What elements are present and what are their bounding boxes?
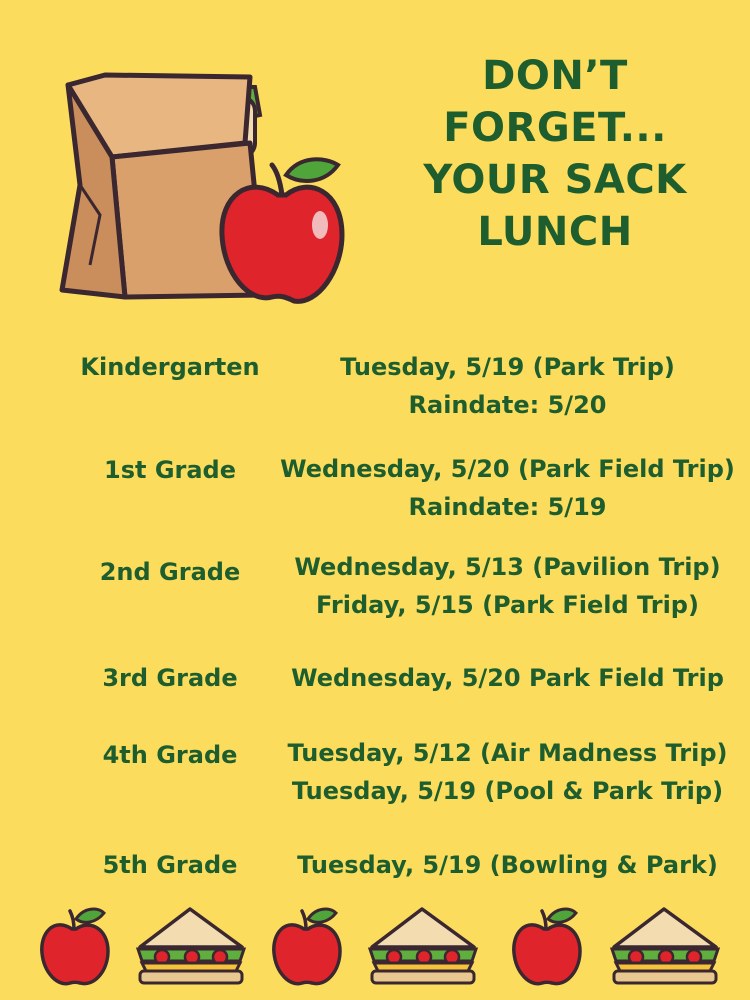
trip-line: Friday, 5/15 (Park Field Trip) bbox=[316, 591, 699, 619]
trip-line: Raindate: 5/20 bbox=[408, 391, 607, 419]
grade-label: 3rd Grade bbox=[102, 664, 238, 692]
apple-icon bbox=[38, 903, 110, 987]
poster-title bbox=[395, 50, 715, 258]
trip-line: Tuesday, 5/19 (Bowling & Park) bbox=[297, 851, 718, 879]
trip-line: Wednesday, 5/20 (Park Field Trip) bbox=[280, 455, 735, 483]
apple-icon bbox=[270, 903, 342, 987]
grade-label: 2nd Grade bbox=[99, 558, 241, 586]
sack-lunch-icon bbox=[50, 65, 350, 315]
trip-dates bbox=[265, 348, 750, 424]
trip-dates bbox=[265, 734, 750, 810]
title-line: FORGET... bbox=[443, 105, 667, 151]
trip-line: Tuesday, 5/19 (Park Trip) bbox=[340, 353, 675, 381]
footer-decoration bbox=[0, 895, 750, 995]
trip-dates bbox=[265, 659, 750, 697]
grade-label: 1st Grade bbox=[104, 456, 236, 484]
title-line: LUNCH bbox=[477, 209, 633, 255]
trip-line: Raindate: 5/19 bbox=[408, 493, 607, 521]
trip-dates bbox=[265, 548, 750, 624]
grade-label: 4th Grade bbox=[102, 741, 238, 769]
apple-icon bbox=[510, 903, 582, 987]
sandwich-icon bbox=[606, 905, 721, 987]
trip-line: Wednesday, 5/20 Park Field Trip bbox=[291, 664, 724, 692]
grade-label: 5th Grade bbox=[102, 851, 238, 879]
title-line: DON’T bbox=[482, 53, 628, 99]
trip-dates bbox=[265, 450, 750, 526]
trip-line: Tuesday, 5/19 (Pool & Park Trip) bbox=[291, 777, 724, 805]
sandwich-icon bbox=[364, 905, 479, 987]
trip-line: Tuesday, 5/12 (Air Madness Trip) bbox=[287, 739, 728, 767]
title-line: YOUR SACK bbox=[423, 157, 687, 203]
trip-line: Wednesday, 5/13 (Pavilion Trip) bbox=[294, 553, 721, 581]
sandwich-icon bbox=[132, 905, 247, 987]
grade-label: Kindergarten bbox=[80, 353, 260, 381]
trip-dates bbox=[265, 846, 750, 884]
